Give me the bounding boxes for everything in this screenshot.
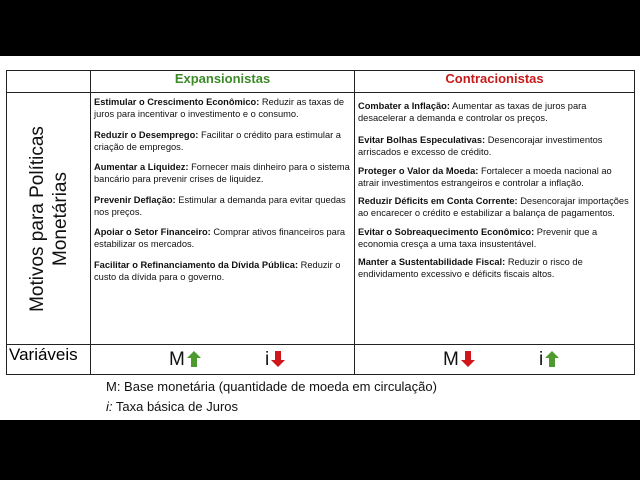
expansionistas-item-text: Fornecer mais dinheiro para o sistema bancário para prevenir crises de liquidez. [94, 162, 350, 184]
expansionistas-item [94, 96, 352, 120]
expansionistas-item [94, 161, 352, 185]
slide [0, 56, 640, 420]
con-i-variable [539, 349, 559, 373]
expansionistas-item-title: Estimular o Crescimento Econômico: [94, 97, 260, 107]
motives-row [7, 93, 635, 345]
expansionistas-item [94, 129, 352, 153]
contracionistas-list [355, 93, 634, 280]
expansionistas-motives-cell [91, 93, 355, 345]
expansionistas-item-text: Reduzir o custo da dívida para o governo. [94, 259, 341, 282]
header-contracionistas: Contracionistas [355, 71, 635, 93]
expansionistas-item-title: Prevenir Deflação: [94, 194, 176, 205]
legend-m: M: Base monetária (quantidade de moeda em circulação) [106, 379, 437, 394]
motives-label-line-1: Motivos para Políticas [26, 125, 48, 312]
motives-label [26, 126, 72, 312]
expansionistas-item-text: Reduzir as taxas de juros para incentivar o investimento e o consumo. [94, 97, 345, 119]
contracionistas-item-text: Prevenir que a economia cresça a uma taxa insustentável. [358, 226, 598, 249]
exp-i-variable [265, 349, 285, 373]
contracionistas-item-title: Manter a Sustentabilidade Fiscal: [358, 257, 506, 267]
con-i-symbol: i [539, 349, 544, 370]
exp-i-down-arrow-icon [271, 351, 285, 373]
expansionistas-item [94, 259, 352, 283]
variables-label: Variáveis [7, 345, 91, 375]
legend-i-symbol: i: [106, 399, 113, 414]
contracionistas-item-text: Fortalecer a moeda nacional ao atrair investimentos estrangeiros e controlar a inflação. [358, 165, 612, 188]
contracionistas-item-title: Evitar o Sobreaquecimento Econômico: [358, 226, 535, 237]
con-m-symbol: M [443, 349, 459, 370]
legend-i [106, 398, 238, 416]
motives-label-cell [7, 93, 91, 345]
contracionistas-item [358, 165, 632, 189]
contracionistas-item [358, 195, 632, 219]
header-row [7, 71, 635, 93]
exp-m-variable [169, 349, 201, 373]
header-empty-cell [7, 71, 91, 93]
expansionistas-item-title: Facilitar o Refinanciamento da Dívida Pública: [94, 259, 299, 270]
expansionistas-item-title: Reduzir o Desemprego: [94, 129, 199, 140]
exp-m-up-arrow-icon [187, 351, 201, 373]
expansionistas-item-title: Apoiar o Setor Financeiro: [94, 227, 211, 237]
policy-table [6, 70, 635, 375]
expansionistas-item [94, 194, 352, 218]
contracionistas-item-text: Reduzir o risco de endividamento excessivo e déficits fiscais altos. [358, 257, 583, 279]
con-i-up-arrow-icon [545, 351, 559, 373]
contracionistas-item [358, 134, 632, 158]
contracionistas-item [358, 100, 632, 124]
contracionistas-variables-cell [355, 345, 635, 375]
contracionistas-item-title: Evitar Bolhas Especulativas: [358, 135, 486, 145]
expansionistas-item-text: Facilitar o crédito para estimular a criação de empregos. [94, 129, 341, 152]
expansionistas-list [91, 93, 354, 283]
expansionistas-item [94, 226, 352, 250]
contracionistas-item-text: Desencorajar importações ao encarecer o crédito e estabilizar a balança de pagamentos. [358, 196, 629, 218]
legend-i-text: Taxa básica de Juros [112, 399, 238, 414]
expansionistas-variables-cell [91, 345, 355, 375]
con-m-variable [443, 349, 475, 373]
contracionistas-item-text: Desencorajar investimentos arriscados e excesso de crédito. [358, 135, 603, 157]
contracionistas-item-title: Proteger o Valor da Moeda: [358, 165, 479, 176]
expansionistas-item-title: Aumentar a Liquidez: [94, 162, 189, 172]
contracionistas-item [358, 226, 632, 250]
variables-row [7, 345, 635, 375]
contracionistas-item [358, 256, 632, 280]
con-m-down-arrow-icon [461, 351, 475, 373]
exp-m-symbol: M [169, 349, 185, 370]
expansionistas-item-text: Comprar ativos financeiros para estabilizar os mercados. [94, 227, 346, 249]
exp-i-symbol: i [265, 349, 270, 370]
expansionistas-item-text: Estimular a demanda para evitar quedas nos preços. [94, 194, 346, 217]
contracionistas-item-text: Aumentar as taxas de juros para desacelerar a demanda e controlar os preços. [358, 101, 587, 123]
contracionistas-item-title: Combater a Inflação: [358, 101, 450, 111]
contracionistas-item-title: Reduzir Déficits em Conta Corrente: [358, 196, 518, 206]
header-expansionistas: Expansionistas [91, 71, 355, 93]
motives-label-line-2: Monetárias [49, 171, 71, 266]
contracionistas-motives-cell [355, 93, 635, 345]
